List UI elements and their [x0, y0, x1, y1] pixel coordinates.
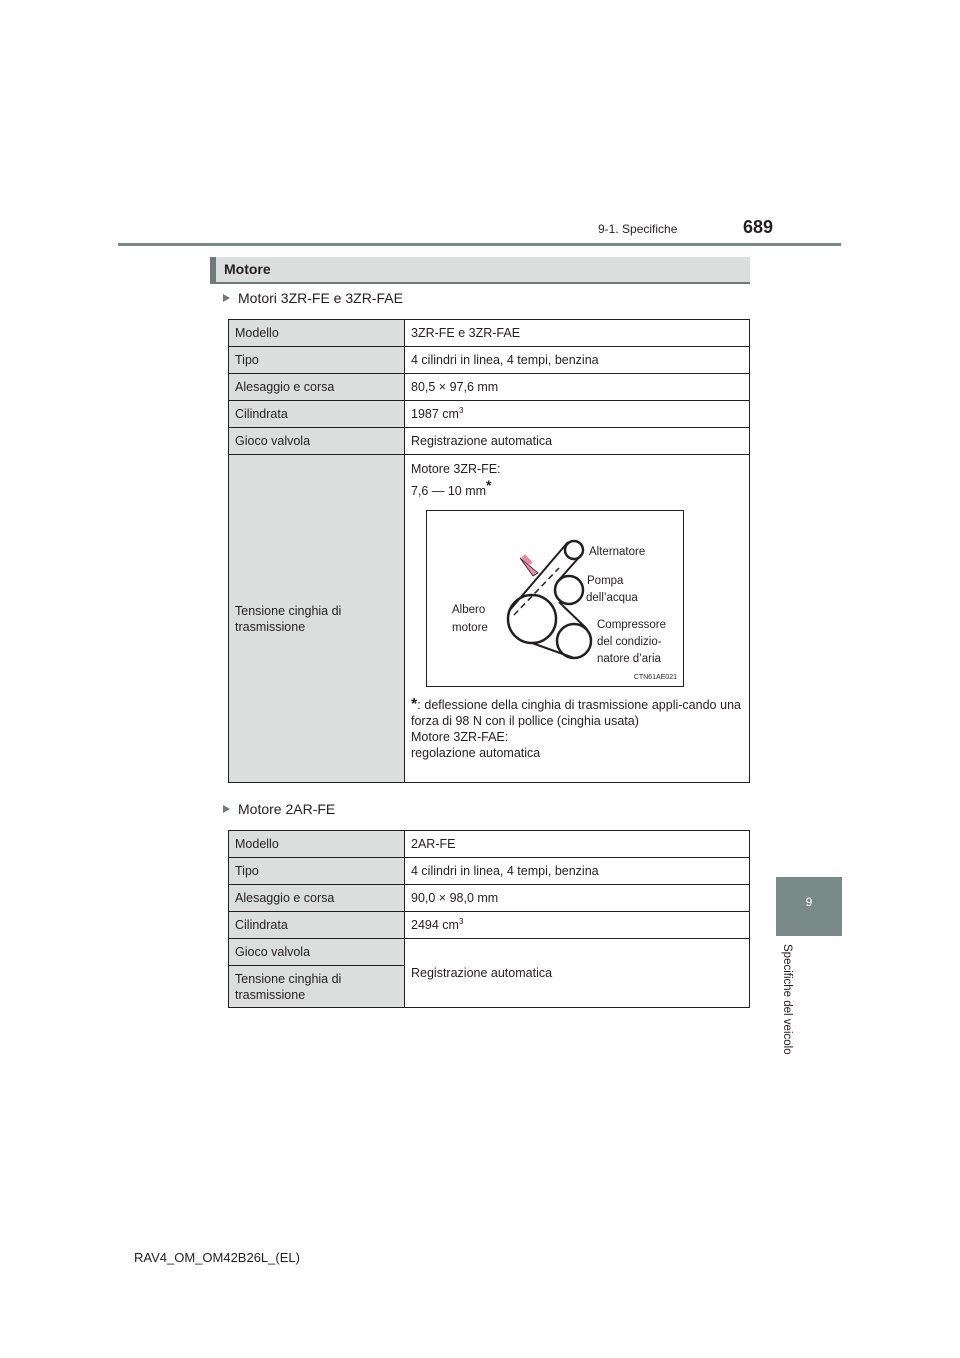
label-crank-2: motore [452, 622, 488, 635]
label-comp-2: del condizio- [597, 636, 662, 649]
displacement-text: 1987 cm [411, 407, 459, 422]
table-row [229, 374, 750, 401]
displacement-text: 2494 cm [411, 918, 459, 933]
spec-value: 4 cilindri in linea, 4 tempi, benzina [405, 858, 750, 885]
belt-deflection: 7,6 — 10 mm [411, 484, 487, 499]
document-code: RAV4_OM_OM42B26L_(EL) [134, 1250, 300, 1265]
belt-line4: regolazione automatica [411, 746, 541, 761]
spec-value [405, 401, 750, 428]
triangle-bullet-icon [223, 805, 230, 813]
table-row [229, 858, 750, 885]
table-row [229, 428, 750, 455]
engine1-title [223, 290, 403, 306]
belt-line1: Motore 3ZR-FE: [411, 462, 501, 476]
table-row [229, 347, 750, 374]
table-row [229, 939, 750, 966]
belt-tension-cell [405, 455, 750, 783]
spec-key: Modello [229, 831, 405, 858]
engine2-title-text: Motore 2AR-FE [238, 801, 336, 817]
spec-key: Tipo [229, 347, 405, 374]
footnote-star: * [411, 696, 418, 714]
spec-key: Tensione cinghia di trasmissione [229, 966, 405, 1008]
engine2-title [223, 801, 335, 817]
table-row [229, 320, 750, 347]
spec-key: Tipo [229, 858, 405, 885]
belt-line3: Motore 3ZR-FAE: [411, 730, 509, 745]
label-comp-3: natore d’aria [597, 653, 661, 666]
diagram-code: CTN61AE021 [633, 674, 677, 682]
page-number: 689 [743, 217, 774, 237]
superscript: 3 [458, 406, 464, 416]
table-row [229, 831, 750, 858]
spec-key: Cilindrata [229, 912, 405, 939]
spec-key: Cilindrata [229, 401, 405, 428]
spec-key: Gioco valvola [229, 939, 405, 966]
label-comp-1: Compressore [597, 619, 667, 632]
chapter-number: 9 [805, 895, 813, 909]
section-heading [210, 257, 750, 284]
engine2-spec-table [228, 830, 750, 1008]
label-pump-1: Pompa [587, 575, 624, 588]
table-row [229, 885, 750, 912]
label-crank-1: Albero [452, 604, 486, 617]
footnote [411, 697, 749, 729]
label-alternator: Alternatore [589, 546, 646, 559]
spec-value: 80,5 × 97,6 mm [405, 374, 750, 401]
triangle-bullet-icon [223, 294, 230, 302]
engine1-title-text: Motori 3ZR-FE e 3ZR-FAE [238, 290, 403, 306]
spec-value: Registrazione automatica [405, 939, 750, 1008]
spec-key: Alesaggio e corsa [229, 374, 405, 401]
spec-value [405, 912, 750, 939]
table-row [229, 912, 750, 939]
spec-value: 2AR-FE [405, 831, 750, 858]
belt-line2 [411, 477, 749, 499]
table-row [229, 401, 750, 428]
footnote-text: : deflessione della cinghia di trasmissione appli-cando una forza di 98 N con il pollice (cinghia usata) [411, 698, 741, 729]
belt-diagram [426, 510, 684, 687]
engine1-spec-table [228, 319, 750, 783]
header-rule [118, 243, 841, 246]
spec-key: Gioco valvola [229, 428, 405, 455]
spec-value: 90,0 × 98,0 mm [405, 885, 750, 912]
chapter-tab[interactable] [776, 877, 842, 936]
chapter-title: Specifiche del veicolo [781, 944, 793, 1055]
spec-key: Tensione cinghia di trasmissione [229, 455, 405, 783]
spec-value: 4 cilindri in linea, 4 tempi, benzina [405, 347, 750, 374]
heading-text: Motore [224, 261, 271, 277]
label-pump-2: dell’acqua [586, 592, 638, 605]
heading-accent [210, 257, 216, 282]
spec-key: Modello [229, 320, 405, 347]
footnote-star: * [486, 477, 492, 493]
table-row [229, 455, 750, 783]
section-label: 9-1. Specifiche [598, 222, 678, 236]
spec-value: Registrazione automatica [405, 428, 750, 455]
spec-value: 3ZR-FE e 3ZR-FAE [405, 320, 750, 347]
superscript: 3 [458, 917, 464, 927]
spec-key: Alesaggio e corsa [229, 885, 405, 912]
